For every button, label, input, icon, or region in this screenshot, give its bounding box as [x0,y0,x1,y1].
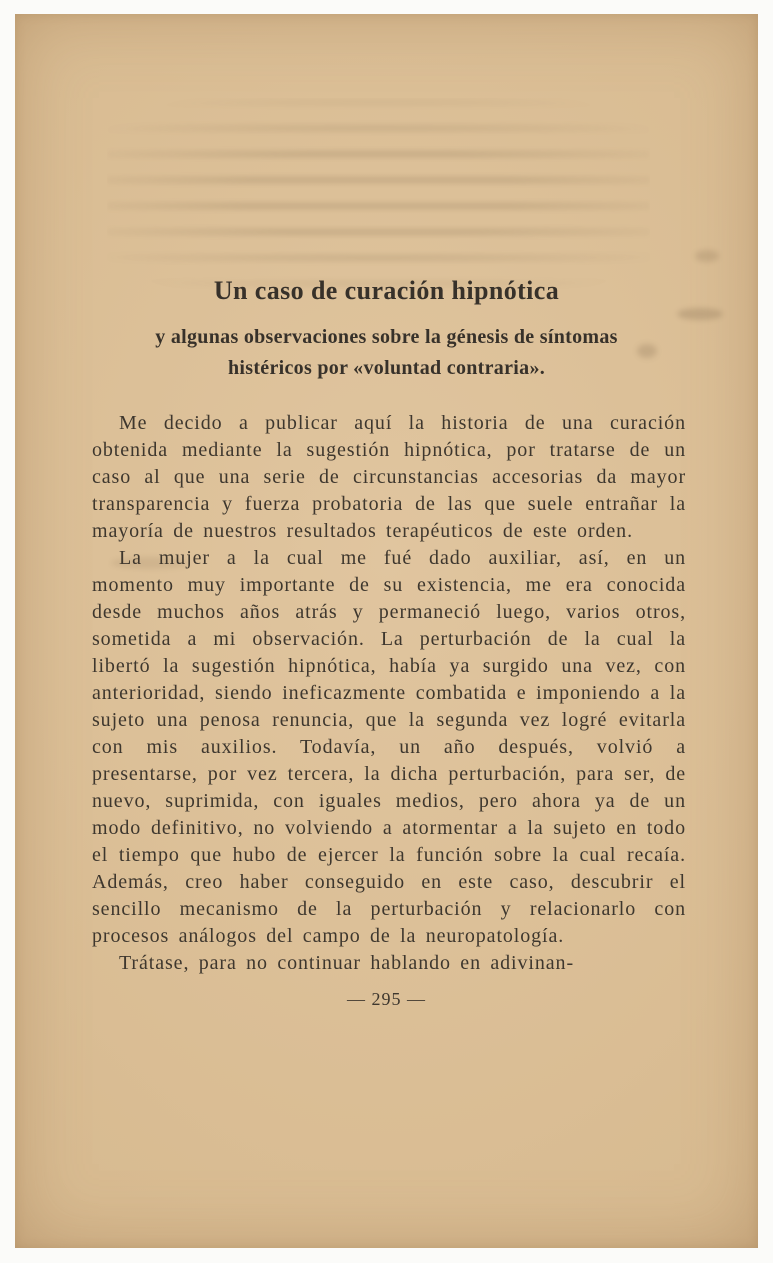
body-text [15,410,758,977]
chapter-title: Un caso de curación hipnótica [213,276,560,305]
subtitle-line-1: y algunas observaciones sobre la génesis de síntomas [155,326,618,348]
paragraph-2: La mujer a la cual me fué dado auxiliar, así, en un momento muy importante de su existencia, me era conocida desde muchos años atrás y permaneció luego, varios otros, sometida a mi observación. La perturbación de la cual la libertó la sugestión hipnótica, había ya surgido una vez, con anterioridad, siendo ineficazmente combatida e imponiendo a la sujeto una penosa renuncia, que la segunda vez logré evitarla con mis auxilios. Todavía, un año después, volvió a presentarse, por vez tercera, la dicha perturbación, para ser, de nuevo, suprimida, con iguales medios, pero ahora ya de un modo definitivo, no volviendo a atormentar a la sujeto en todo el tiempo que hubo de ejercer la función sobre la cual recaía. Además, creo haber conseguido en este caso, descubrir el sencillo mecanismo de la perturbación y relacionarlo con procesos análogos del campo de la neuropatología. [92,547,686,947]
chapter-subtitle [15,322,758,384]
paragraph-3: Trátase, para no continuar hablando en adivinan- [119,952,575,974]
page-content [15,14,758,1248]
page-number: — 295 — [347,989,426,1009]
subtitle-line-2: histéricos por «voluntad contraria». [227,357,546,379]
paragraph-1: Me decido a publicar aquí la historia de una curación obtenida mediante la sugestión hipnótica, por tratarse de un caso al que una serie de circunstancias accesorias da mayor transparencia y fuerza probatoria de las que suele entrañar la mayoría de nuestros resultados terapéuticos de este orden. [92,412,686,542]
scanned-book-page [15,14,758,1248]
